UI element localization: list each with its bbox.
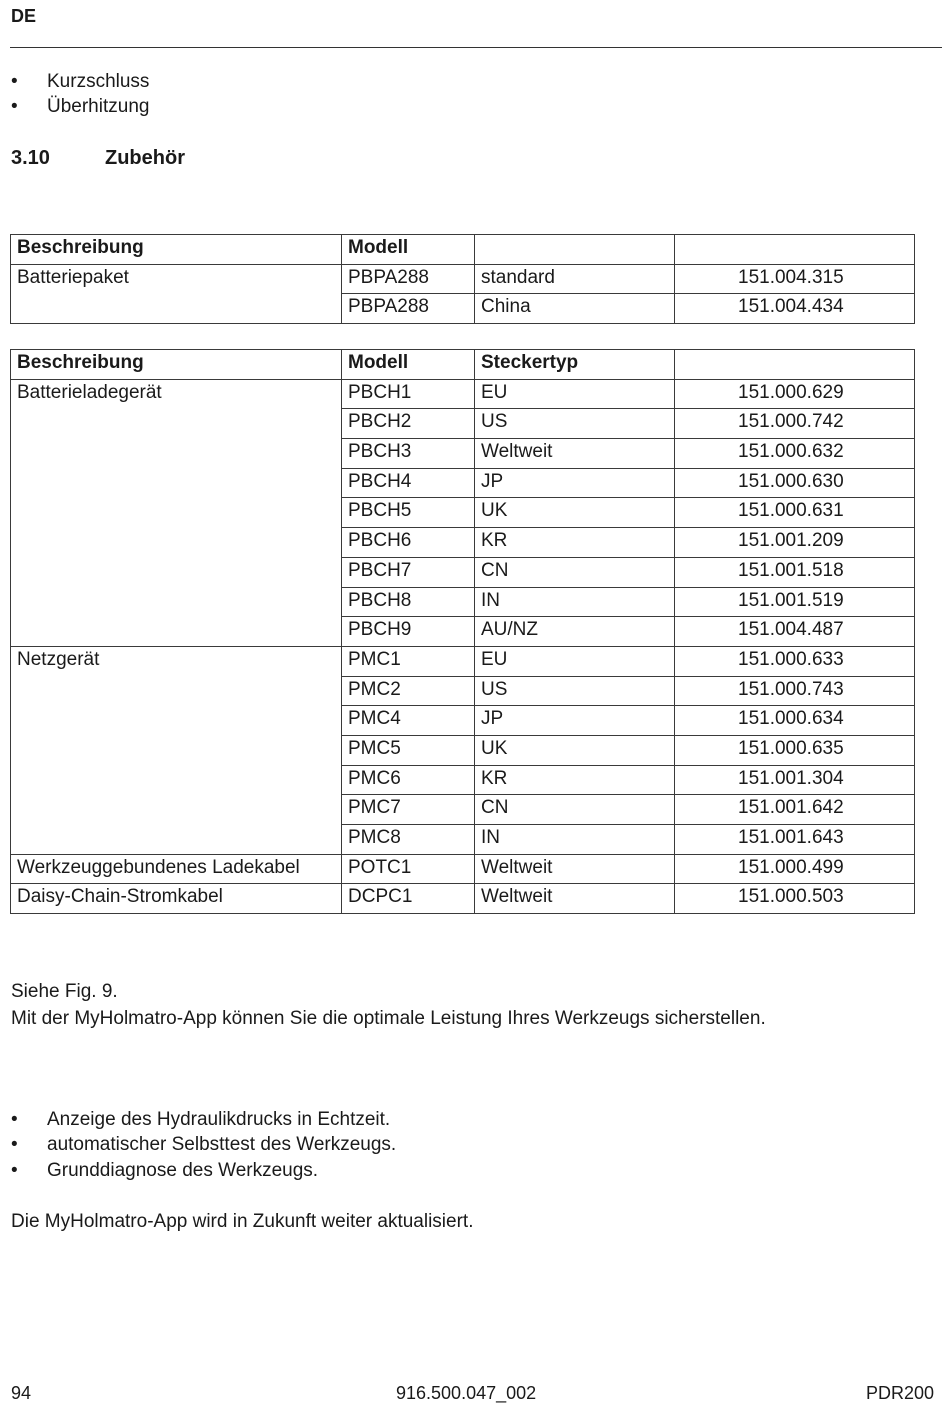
plug-type-cell: AU/NZ bbox=[475, 617, 675, 647]
description-cell: Batteriepaket bbox=[11, 264, 342, 323]
model-cell: PBCH3 bbox=[342, 439, 475, 469]
column-header: Beschreibung bbox=[11, 350, 342, 380]
model-cell: PBCH4 bbox=[342, 468, 475, 498]
plug-type-cell: IN bbox=[475, 825, 675, 855]
article-number-cell: 151.001.519 bbox=[675, 587, 915, 617]
plug-type-cell: CN bbox=[475, 557, 675, 587]
app-intro: Mit der MyHolmatro-App können Sie die optimale Leistung Ihres Werkzeugs sicherstellen. bbox=[11, 1008, 766, 1029]
plug-type-cell: JP bbox=[475, 706, 675, 736]
column-header bbox=[675, 235, 915, 265]
model-cell: PMC5 bbox=[342, 735, 475, 765]
model-cell: PBCH9 bbox=[342, 617, 475, 647]
article-number-cell: 151.004.434 bbox=[675, 294, 915, 324]
model-cell: PBPA288 bbox=[342, 294, 475, 324]
column-header: Modell bbox=[342, 235, 475, 265]
model-cell: PBCH7 bbox=[342, 557, 475, 587]
article-number-cell: 151.000.632 bbox=[675, 439, 915, 469]
plug-type-cell: EU bbox=[475, 646, 675, 676]
model-cell: PMC6 bbox=[342, 765, 475, 795]
article-number-cell: 151.000.630 bbox=[675, 468, 915, 498]
plug-type-cell: EU bbox=[475, 379, 675, 409]
plug-type-cell: US bbox=[475, 409, 675, 439]
bullet: • bbox=[11, 1109, 18, 1130]
bullet: • bbox=[11, 96, 18, 117]
article-number-cell: 151.004.315 bbox=[675, 264, 915, 294]
model-cell: DCPC1 bbox=[342, 884, 475, 914]
list-item: automatischer Selbsttest des Werkzeugs. bbox=[47, 1134, 397, 1155]
column-header: Modell bbox=[342, 350, 475, 380]
plug-type-cell: Weltweit bbox=[475, 884, 675, 914]
figure-reference: Siehe Fig. 9. bbox=[11, 981, 118, 1002]
article-number-cell: 151.001.643 bbox=[675, 825, 915, 855]
description-cell: Batterieladegerät bbox=[11, 379, 342, 646]
plug-type-cell: US bbox=[475, 676, 675, 706]
model-cell: PMC7 bbox=[342, 795, 475, 825]
section-title: Zubehör bbox=[105, 147, 185, 169]
plug-type-cell: JP bbox=[475, 468, 675, 498]
article-number-cell: 151.000.742 bbox=[675, 409, 915, 439]
header-divider bbox=[10, 47, 942, 48]
description-cell: Netzgerät bbox=[11, 646, 342, 854]
bullet: • bbox=[11, 1160, 18, 1181]
model-cell: PBCH8 bbox=[342, 587, 475, 617]
model-cell: PMC1 bbox=[342, 646, 475, 676]
column-header bbox=[475, 235, 675, 265]
model-cell: PMC2 bbox=[342, 676, 475, 706]
variant-cell: China bbox=[475, 294, 675, 324]
table-header-row bbox=[11, 350, 915, 380]
table-row bbox=[11, 646, 915, 676]
article-number-cell: 151.001.304 bbox=[675, 765, 915, 795]
plug-type-cell: KR bbox=[475, 528, 675, 558]
article-number-cell: 151.001.209 bbox=[675, 528, 915, 558]
article-number-cell: 151.000.634 bbox=[675, 706, 915, 736]
plug-type-cell: IN bbox=[475, 587, 675, 617]
table-header-row bbox=[11, 235, 915, 265]
language-label: DE bbox=[11, 6, 37, 26]
variant-cell: standard bbox=[475, 264, 675, 294]
article-number-cell: 151.000.631 bbox=[675, 498, 915, 528]
column-header: Beschreibung bbox=[11, 235, 342, 265]
article-number-cell: 151.000.629 bbox=[675, 379, 915, 409]
table-row bbox=[11, 884, 915, 914]
model-cell: PBCH6 bbox=[342, 528, 475, 558]
plug-type-cell: Weltweit bbox=[475, 439, 675, 469]
plug-type-cell: UK bbox=[475, 735, 675, 765]
model-cell: PBCH1 bbox=[342, 379, 475, 409]
list-item: Anzeige des Hydraulikdrucks in Echtzeit. bbox=[47, 1109, 391, 1130]
article-number-cell: 151.004.487 bbox=[675, 617, 915, 647]
description-cell: Werkzeuggebundenes Ladekabel bbox=[11, 854, 342, 884]
list-item: Grunddiagnose des Werkzeugs. bbox=[47, 1160, 319, 1181]
section-number: 3.10 bbox=[11, 147, 50, 169]
article-number-cell: 151.000.635 bbox=[675, 735, 915, 765]
list-item: Kurzschluss bbox=[47, 71, 150, 92]
page-number: 94 bbox=[11, 1383, 32, 1403]
product-model: PDR200 bbox=[866, 1383, 935, 1403]
model-cell: PBCH2 bbox=[342, 409, 475, 439]
article-number-cell: 151.000.633 bbox=[675, 646, 915, 676]
model-cell: PMC8 bbox=[342, 825, 475, 855]
list-item: Überhitzung bbox=[47, 96, 150, 117]
table-row bbox=[11, 264, 915, 294]
battery-pack-table bbox=[10, 234, 915, 324]
article-number-cell: 151.000.743 bbox=[675, 676, 915, 706]
column-header: Steckertyp bbox=[475, 350, 675, 380]
table-row bbox=[11, 854, 915, 884]
description-cell: Daisy-Chain-Stromkabel bbox=[11, 884, 342, 914]
app-update-note: Die MyHolmatro-App wird in Zukunft weiter aktualisiert. bbox=[11, 1211, 474, 1232]
article-number-cell: 151.000.499 bbox=[675, 854, 915, 884]
bullet: • bbox=[11, 71, 18, 92]
charger-accessories-table bbox=[10, 349, 915, 914]
plug-type-cell: KR bbox=[475, 765, 675, 795]
plug-type-cell: UK bbox=[475, 498, 675, 528]
column-header bbox=[675, 350, 915, 380]
table-row bbox=[11, 379, 915, 409]
model-cell: PBCH5 bbox=[342, 498, 475, 528]
plug-type-cell: Weltweit bbox=[475, 854, 675, 884]
article-number-cell: 151.000.503 bbox=[675, 884, 915, 914]
bullet: • bbox=[11, 1134, 18, 1155]
plug-type-cell: CN bbox=[475, 795, 675, 825]
model-cell: PMC4 bbox=[342, 706, 475, 736]
document-number: 916.500.047_002 bbox=[396, 1383, 537, 1403]
article-number-cell: 151.001.518 bbox=[675, 557, 915, 587]
model-cell: PBPA288 bbox=[342, 264, 475, 294]
model-cell: POTC1 bbox=[342, 854, 475, 884]
article-number-cell: 151.001.642 bbox=[675, 795, 915, 825]
